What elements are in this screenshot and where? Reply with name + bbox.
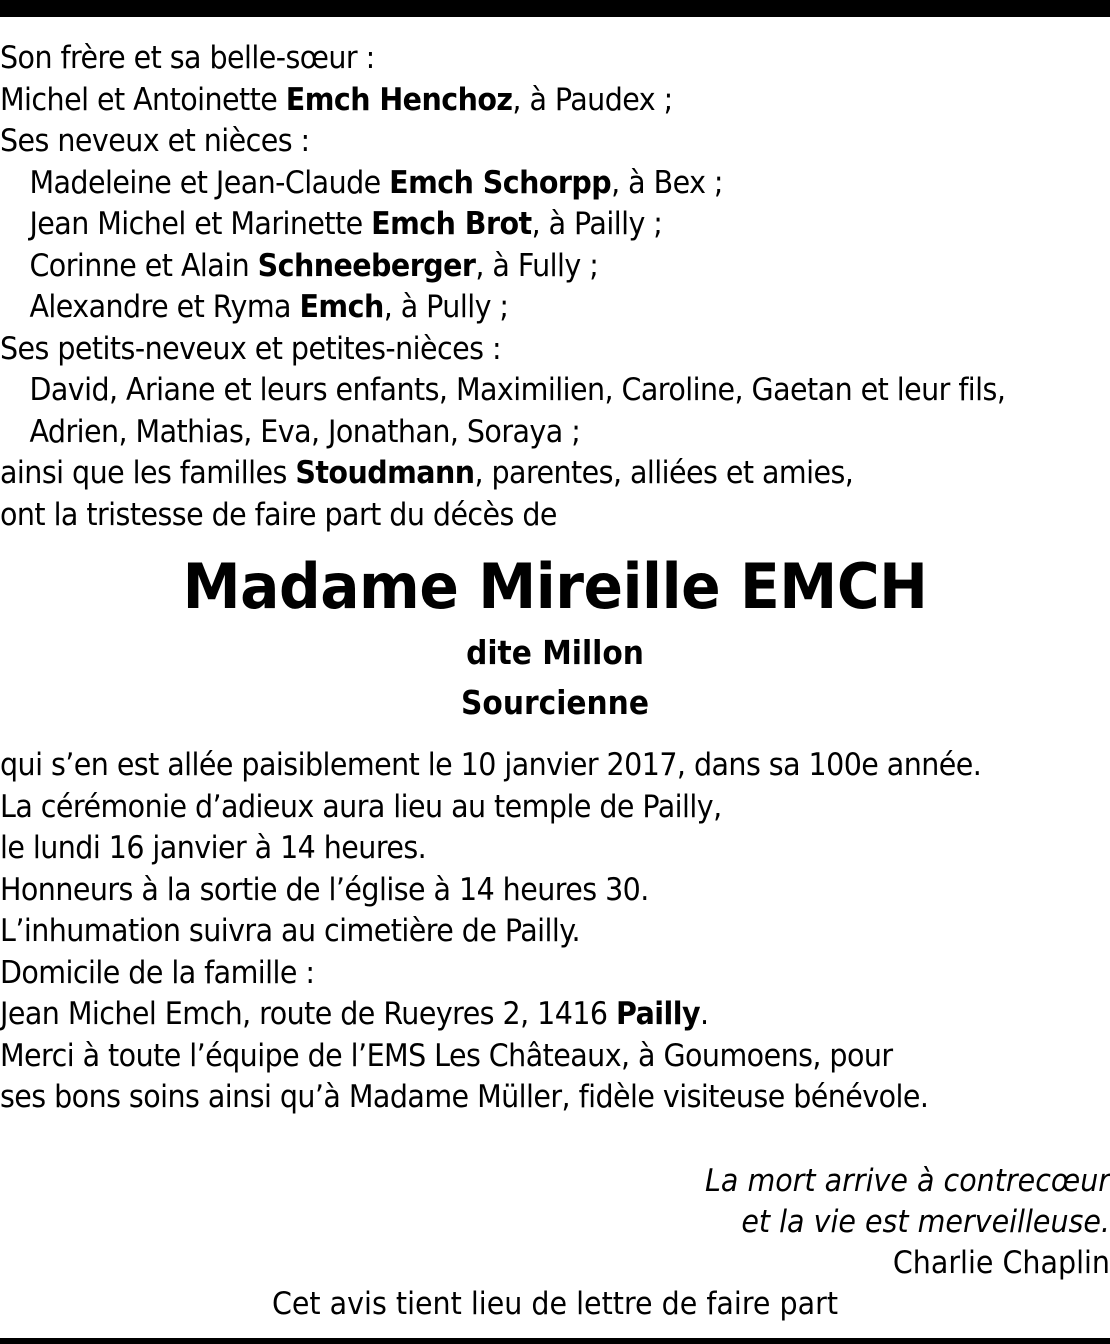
details-line: Merci à toute l’équipe de l’EMS Les Châteaux, à Goumoens, pour bbox=[0, 1037, 893, 1074]
nephew-surname: Emch Schorpp bbox=[389, 164, 612, 201]
nephew-pre: Corinne et Alain bbox=[29, 247, 258, 284]
families-surname: Stoudmann bbox=[295, 455, 475, 491]
announcement-line: ont la tristesse de faire part du décès de bbox=[0, 496, 557, 533]
grandnephews-heading: Ses petits-neveux et petites-nièces : bbox=[0, 330, 502, 367]
grandnephews-line: Adrien, Mathias, Eva, Jonathan, Soraya ; bbox=[29, 413, 581, 450]
nephew-pre: Jean Michel et Marinette bbox=[29, 206, 372, 242]
nephew-post: , à Pully ; bbox=[383, 289, 509, 325]
brother-post: , à Paudex ; bbox=[512, 81, 673, 118]
nephew-pre: Alexandre et Ryma bbox=[29, 289, 300, 325]
nephew-line bbox=[0, 246, 1021, 288]
nephews-heading: Ses neveux et nièces : bbox=[0, 123, 310, 159]
brother-pre: Michel et Antoinette bbox=[0, 81, 286, 118]
families-line bbox=[0, 453, 1021, 495]
details-line: ses bons soins ainsi qu’à Madame Müller, fidèle visiteuse bénévole. bbox=[0, 1079, 929, 1115]
families-post: , parentes, alliées et amies, bbox=[474, 455, 854, 491]
deceased-name: Madame Mireille EMCH bbox=[182, 550, 928, 623]
nephew-surname: Schneeberger bbox=[257, 247, 476, 284]
nephew-line bbox=[0, 204, 1021, 246]
footer-notice: Cet avis tient lieu de lettre de faire part bbox=[271, 1286, 839, 1322]
grandnephews-line: David, Ariane et leurs enfants, Maximilien, Caroline, Gaetan et leur fils, bbox=[29, 372, 1006, 408]
top-rule bbox=[0, 0, 1110, 17]
address-line bbox=[0, 994, 1021, 1036]
details-line: L’inhumation suivra au cimetière de Pailly. bbox=[0, 913, 581, 949]
brother-heading: Son frère et sa belle-sœur : bbox=[0, 40, 375, 76]
nephew-line bbox=[0, 287, 1021, 329]
bottom-rule bbox=[0, 1338, 1110, 1344]
deceased-origin: Sourcienne bbox=[461, 683, 649, 722]
details-line: le lundi 16 janvier à 14 heures. bbox=[0, 830, 427, 866]
details-line: qui s’en est allée paisiblement le 10 janvier 2017, dans sa 100e année. bbox=[0, 747, 982, 783]
nephew-pre: Madeleine et Jean-Claude bbox=[29, 164, 390, 201]
family-section bbox=[0, 38, 1110, 536]
brother-line bbox=[0, 80, 1021, 122]
quote-text: La mort arrive à contrecœur bbox=[705, 1163, 1110, 1199]
nephew-line bbox=[0, 163, 1021, 205]
quote-line bbox=[466, 1161, 1110, 1203]
quote-author: Charlie Chaplin bbox=[892, 1245, 1110, 1281]
nephew-post: , à Bex ; bbox=[611, 164, 724, 201]
quote-text: et la vie est merveilleuse. bbox=[741, 1204, 1110, 1240]
deceased-nickname: dite Millon bbox=[466, 633, 644, 672]
details-line: La cérémonie d’adieux aura lieu au temple de Pailly, bbox=[0, 788, 722, 825]
brother-surname: Emch Henchoz bbox=[285, 81, 513, 118]
families-pre: ainsi que les familles bbox=[0, 455, 296, 491]
quote-line bbox=[466, 1202, 1110, 1244]
nephew-post: , à Fully ; bbox=[475, 247, 599, 284]
details-section bbox=[0, 745, 1110, 1119]
nephew-post: , à Pailly ; bbox=[531, 206, 663, 242]
nephew-surname: Emch Brot bbox=[371, 206, 532, 242]
address-post: . bbox=[700, 996, 709, 1032]
address-town: Pailly bbox=[616, 996, 701, 1032]
details-line: Domicile de la famille : bbox=[0, 954, 315, 991]
nephew-surname: Emch bbox=[299, 289, 384, 325]
details-line: Honneurs à la sortie de l’église à 14 heures 30. bbox=[0, 871, 649, 908]
address-pre: Jean Michel Emch, route de Rueyres 2, 1416 bbox=[0, 996, 617, 1032]
